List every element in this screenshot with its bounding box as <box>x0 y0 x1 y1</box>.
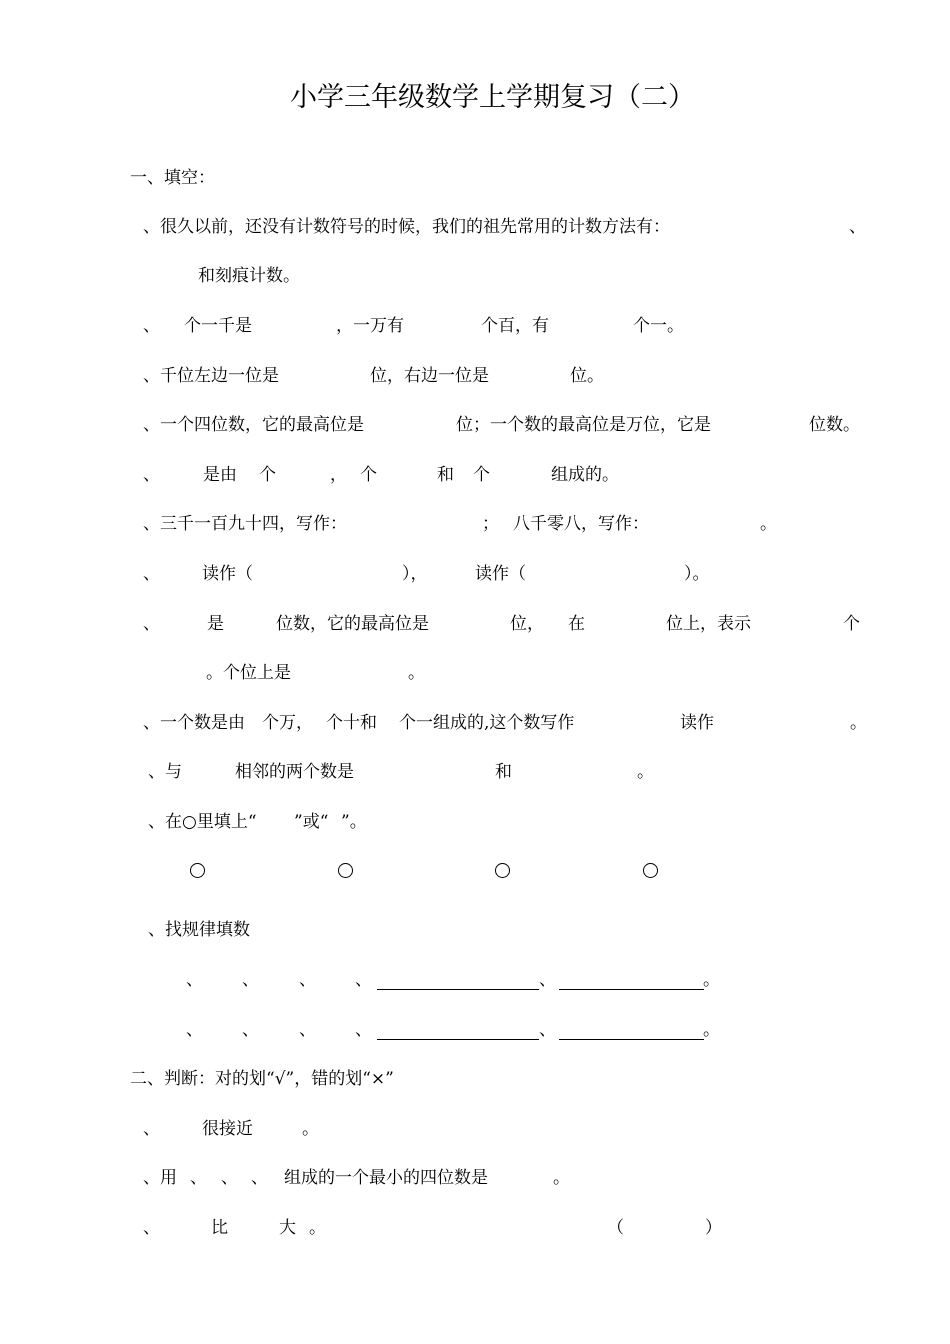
question-text: 、 <box>143 564 160 584</box>
question-text: 个 <box>360 465 377 485</box>
question-text: ”或“ <box>294 812 329 832</box>
question-text: 位；一个数的最高位是万位，它是 <box>456 415 711 435</box>
compare-circle-4[interactable] <box>643 863 658 878</box>
question-text: 读作（ <box>202 564 253 584</box>
question-text: 。 <box>637 762 654 782</box>
question-text: ）。 <box>684 564 710 584</box>
question-text: 读作（ <box>475 564 526 584</box>
sequence-separator: 、 <box>242 970 259 990</box>
sequence-separator: 、 <box>539 970 556 990</box>
question-text: 位上，表示 <box>666 614 751 634</box>
question-text: 、一个数是由 <box>143 713 245 733</box>
question-text: 个 <box>473 465 490 485</box>
question-text: 大 <box>279 1218 296 1238</box>
question-text: 、 <box>143 614 160 634</box>
question-text: 。 <box>760 514 777 534</box>
question-text: 和刻痕计数。 <box>198 266 300 286</box>
question-text: 和 <box>437 465 454 485</box>
question-text: 、 <box>221 1168 238 1188</box>
question-text: 组成的一个最小的四位数是 <box>284 1168 488 1188</box>
question-text: 相邻的两个数是 <box>235 762 354 782</box>
question-text: ）， <box>402 564 428 584</box>
question-text: 、 <box>143 465 160 485</box>
question-text: 。个位上是 <box>206 663 291 683</box>
answer-blank[interactable] <box>377 989 539 990</box>
question-text: 。 <box>302 1119 319 1139</box>
question-text: 位数。 <box>809 415 860 435</box>
question-text: 、在○里填上“ <box>148 812 257 832</box>
judgement-bracket-close: ） <box>705 1218 722 1238</box>
sequence-separator: 、 <box>299 1020 316 1040</box>
question-text: 个一千是 <box>184 316 252 336</box>
question-text: ， <box>330 465 347 485</box>
question-text: 位，右边一位是 <box>370 366 489 386</box>
compare-circle-3[interactable] <box>495 863 510 878</box>
question-text: 位， <box>510 614 544 634</box>
sequence-separator: 、 <box>299 970 316 990</box>
question-text: 是 <box>207 614 224 634</box>
answer-blank[interactable] <box>377 1039 539 1040</box>
question-text: 、 <box>143 1119 160 1139</box>
question-text: 。 <box>309 1218 326 1238</box>
compare-circle-1[interactable] <box>190 863 205 878</box>
question-text: 、千位左边一位是 <box>143 366 279 386</box>
question-text: 。 <box>408 663 425 683</box>
sequence-end: 。 <box>703 1020 720 1040</box>
sequence-separator: 、 <box>242 1020 259 1040</box>
section-heading: 二、判断：对的划“√”，错的划“×” <box>130 1069 394 1089</box>
question-text: 个 <box>259 465 276 485</box>
question-text: 个十和 <box>326 713 377 733</box>
question-text: 和 <box>495 762 512 782</box>
page-title: 小学三年级数学上学期复习（二） <box>290 82 695 113</box>
answer-blank[interactable] <box>559 989 704 990</box>
question-text: 、一个四位数，它的最高位是 <box>143 415 364 435</box>
question-text: 个一组成的,这个数写作 <box>399 713 575 733</box>
question-text: 个万， <box>262 713 313 733</box>
question-text: 读作 <box>680 713 714 733</box>
question-text: ； <box>482 514 499 534</box>
judgement-bracket-open: （ <box>607 1218 624 1238</box>
compare-circle-2[interactable] <box>338 863 353 878</box>
question-text: 、很久以前，还没有计数符号的时候，我们的祖先常用的计数方法有： <box>143 217 670 237</box>
question-text: 个 <box>843 614 860 634</box>
sequence-separator: 、 <box>355 970 372 990</box>
answer-blank[interactable] <box>559 1039 704 1040</box>
question-text: 、 <box>251 1168 268 1188</box>
question-text: 比 <box>211 1218 228 1238</box>
question-text: 很接近 <box>202 1119 253 1139</box>
question-text: 、 <box>849 217 866 237</box>
sequence-separator: 、 <box>539 1020 556 1040</box>
question-text: 、三千一百九十四，写作： <box>143 514 347 534</box>
sequence-separator: 、 <box>186 1020 203 1040</box>
question-text: 位数，它的最高位是 <box>276 614 429 634</box>
sequence-separator: 、 <box>355 1020 372 1040</box>
question-text: 、找规律填数 <box>148 920 250 940</box>
question-text: 、 <box>143 1218 160 1238</box>
question-text: 、 <box>190 1168 207 1188</box>
question-text: 八千零八，写作： <box>513 514 649 534</box>
question-text: 是由 <box>203 465 237 485</box>
question-text: 个一。 <box>633 316 684 336</box>
question-text: 组成的。 <box>551 465 619 485</box>
question-text: 、用 <box>143 1168 177 1188</box>
question-text: ”。 <box>341 812 367 832</box>
question-text: 个百，有 <box>481 316 549 336</box>
question-text: 位。 <box>570 366 604 386</box>
question-text: 、 <box>143 316 160 336</box>
question-text: ，一万有 <box>336 316 404 336</box>
section-heading: 一、填空： <box>130 168 215 188</box>
question-text: 、与 <box>148 762 182 782</box>
question-text: 在 <box>568 614 585 634</box>
sequence-end: 。 <box>703 970 720 990</box>
sequence-separator: 、 <box>186 970 203 990</box>
question-text: 。 <box>850 713 867 733</box>
question-text: 。 <box>553 1168 570 1188</box>
